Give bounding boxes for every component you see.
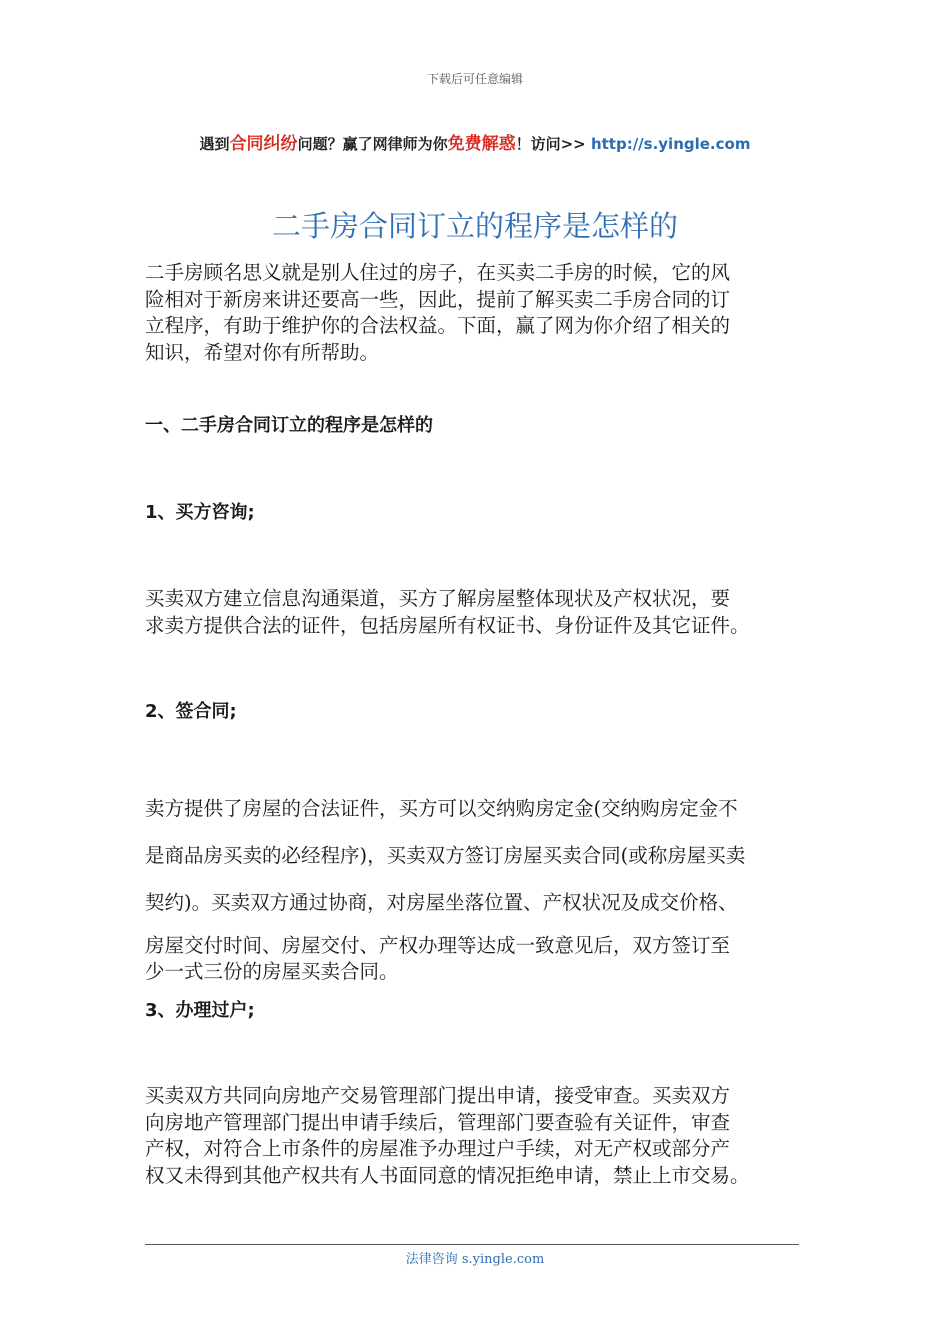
promo-highlight-contract-dispute: 合同纠纷 — [229, 134, 298, 154]
step1-line: 求卖方提供合法的证件，包括房屋所有权证书、身份证件及其它证件。 — [145, 613, 750, 637]
step3-line: 买卖双方共同向房地产交易管理部门提出申请，接受审查。买卖双方 — [145, 1084, 731, 1107]
section-heading: 一、二手房合同订立的程序是怎样的 — [145, 415, 433, 436]
promo-prefix: 遇到 — [199, 135, 230, 153]
step2-line: 少一式三份的房屋买卖合同。 — [145, 960, 399, 983]
footer-text[interactable]: 法律咨询 s.yingle.com — [405, 1252, 545, 1267]
step3-paragraph — [145, 1083, 810, 1189]
step1-heading: 1、买方咨询; — [145, 502, 255, 523]
header-note: 下载后可任意编辑 — [426, 72, 523, 86]
step2-line: 房屋交付时间、房屋交付、产权办理等达成一致意见后，双方签订至 — [145, 934, 731, 957]
document-title: 二手房合同订立的程序是怎样的 — [271, 209, 678, 243]
intro-line: 二手房顾名思义就是别人住过的房子，在买卖二手房的时候，它的风 — [145, 261, 731, 284]
promo-highlight-free: 免费解惑 — [447, 134, 516, 154]
step2-heading: 2、签合同; — [145, 701, 237, 722]
step2-line: 契约)。买卖双方通过协商，对房屋坐落位置、产权状况及成交价格、 — [145, 891, 738, 914]
promo-banner — [0, 129, 950, 154]
intro-line: 知识，希望对你有所帮助。 — [145, 340, 380, 364]
step2-line: 是商品房买卖的必经程序)，买卖双方签订房屋买卖合同(或称房屋买卖 — [145, 844, 746, 867]
intro-line: 立程序，有助于维护你的合法权益。下面，赢了网为你介绍了相关的 — [145, 314, 731, 337]
footer-divider — [145, 1244, 799, 1245]
step3-line: 权又未得到其他产权共有人书面同意的情况拒绝申请，禁止上市交易。 — [145, 1163, 750, 1187]
step3-heading: 3、办理过户; — [145, 1000, 255, 1021]
step2-line: 卖方提供了房屋的合法证件，买方可以交纳购房定金(交纳购房定金不 — [145, 797, 738, 820]
step1-line: 买卖双方建立信息沟通渠道，买方了解房屋整体现状及产权状况，要 — [145, 587, 731, 610]
step3-line: 向房地产管理部门提出申请手续后，管理部门要查验有关证件，审查 — [145, 1110, 731, 1134]
step1-paragraph — [145, 586, 810, 639]
promo-middle: 问题？赢了网律师为你 — [297, 135, 448, 153]
intro-line: 险相对于新房来讲还要高一些，因此，提前了解买卖二手房合同的订 — [145, 287, 731, 311]
promo-link[interactable]: http://s.yingle.com — [590, 135, 751, 153]
step3-line: 产权，对符合上市条件的房屋准予办理过户手续，对无产权或部分产 — [145, 1137, 731, 1160]
intro-paragraph — [145, 260, 810, 366]
promo-suffix: ！访问>> — [515, 135, 591, 153]
